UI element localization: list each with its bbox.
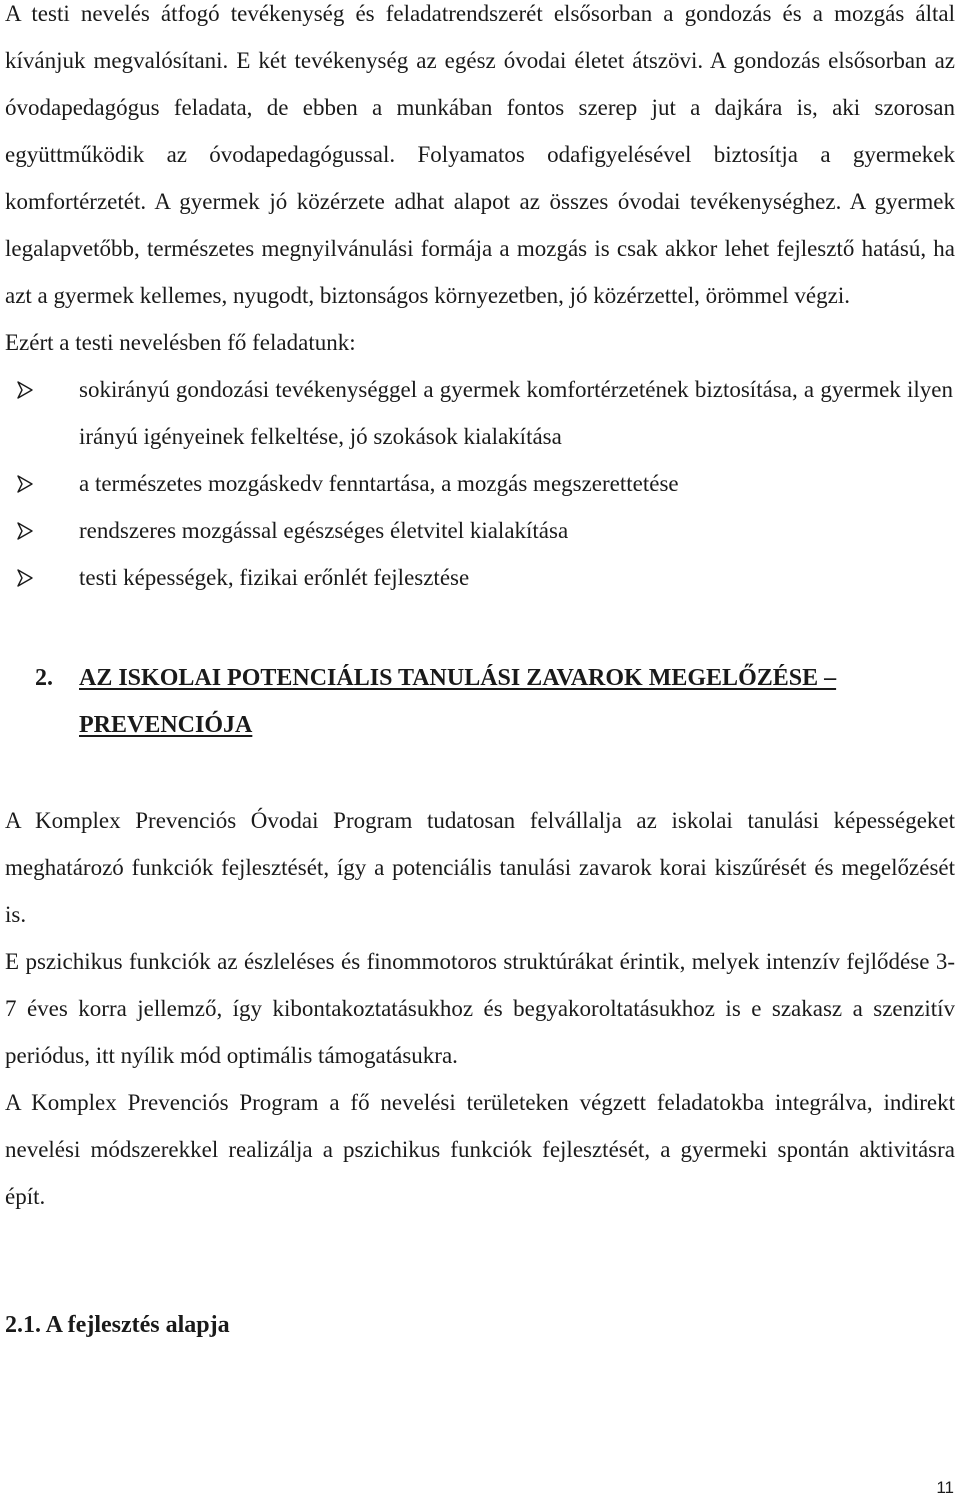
subsection-heading: 2.1. A fejlesztés alapja	[5, 1312, 230, 1338]
tasks-list	[5, 366, 955, 601]
section-paragraph: E pszichikus funkciók az észleléses és finommotoros struktúrákat érintik, melyek intenzív fejlődése 3-7 éves korra jellemző, így kibontakoztatásukhoz és begyakoroltatásukhoz is e szakasz a szenzitív periódus, itt nyílik mód optimális támogatásukra.	[5, 949, 955, 1068]
list-item-text: a természetes mozgáskedv fenntartása, a mozgás megszerettetése	[79, 471, 679, 496]
section-number: 2.	[35, 665, 53, 691]
arrow-bullet-icon	[16, 475, 34, 493]
section-paragraph: A Komplex Prevenciós Óvodai Program tudatosan felvállalja az iskolai tanulási képességeket meghatározó funkciók fejlesztését, így a potenciális tanulási zavarok korai kiszűrését és megelőzését is.	[5, 808, 955, 927]
section-title: AZ ISKOLAI POTENCIÁLIS TANULÁSI ZAVAROK MEGELŐZÉSE – PREVENCIÓJA	[79, 665, 837, 738]
list-item	[5, 460, 953, 507]
page-number: 11	[936, 1478, 954, 1497]
document-page	[5, 0, 955, 1349]
list-item	[5, 554, 953, 601]
list-item-text: testi képességek, fizikai erőnlét fejlesztése	[79, 565, 470, 590]
list-item	[5, 507, 953, 554]
list-item	[5, 366, 953, 460]
section-heading	[5, 655, 955, 749]
list-item-text: sokirányú gondozási tevékenységgel a gyermek komfortérzetének biztosítása, a gyermek ilyen irányú igényeinek felkeltése, jó szokások kialakítása	[79, 377, 953, 449]
arrow-bullet-icon	[16, 569, 34, 587]
list-item-text: rendszeres mozgással egészséges életvitel kialakítása	[79, 518, 569, 543]
intro-paragraph: A testi nevelés átfogó tevékenység és feladatrendszerét elsősorban a gondozás és a mozgás által kívánjuk megvalósítani. E két tevékenység az egész óvodai életet átszövi. A gondozás elsősorban az óvodapedagógus feladata, de ebben a munkában fontos szerep jut a dajkára is, aki szorosan együttműködik az óvodapedagógussal. Folyamatos odafigyelésével biztosítja a gyermekek komfortérzetét. A gyermek jó közérzete adhat alapot az összes óvodai tevékenységhez. A gyermek legalapvetőbb, természetes megnyilvánulási formája a mozgás is csak akkor lehet fejlesztő hatású, ha azt a gyermek kellemes, nyugodt, biztonságos környezetben, jó közérzettel, örömmel végzi.	[5, 1, 955, 308]
arrow-bullet-icon	[16, 381, 34, 399]
tasks-intro: Ezért a testi nevelésben fő feladatunk:	[5, 330, 356, 355]
section-paragraph: A Komplex Prevenciós Program a fő nevelési területeken végzett feladatokba integrálva, indirekt nevelési módszerekkel realizálja a pszichikus funkciók fejlesztését, a gyermeki spontán aktivitásra épít.	[5, 1090, 955, 1209]
arrow-bullet-icon	[16, 522, 34, 540]
